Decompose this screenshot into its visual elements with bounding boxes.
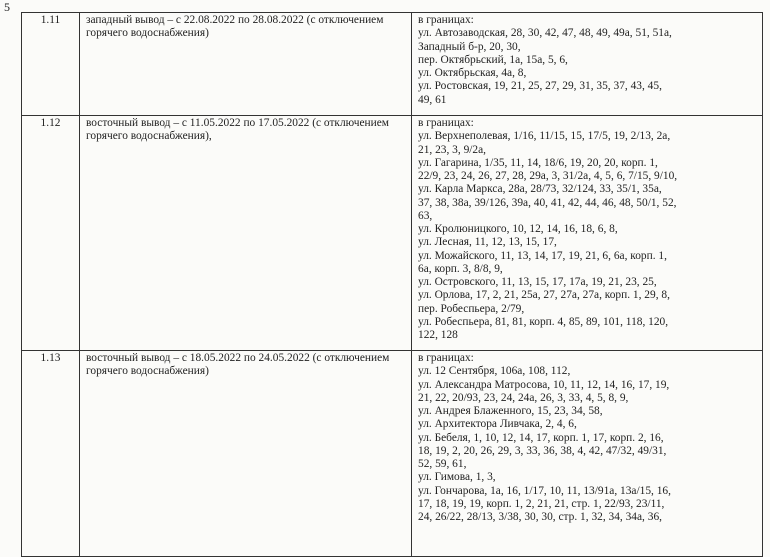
street-line: ул. Октябрьская, 4а, 8, xyxy=(418,67,527,79)
street-line: 22/9, 23, 24, 26, 27, 28, 29а, 3, 31/2а, 4, 5, 6, 7/15, 9/10, xyxy=(418,170,678,182)
street-line: 18, 19, 2, 20, 26, 29, 3, 33, 36, 38, 4, 42, 47/32, 49/31, xyxy=(418,444,667,457)
table-row xyxy=(22,116,763,351)
street-line: 6а, корп. 3, 8/8, 9, xyxy=(418,262,503,275)
street-line: ул. Кролюницкого, 10, 12, 14, 16, 18, 6, 8, xyxy=(418,223,618,235)
street-line: ул. Островского, 11, 13, 15, 17, 17а, 19, 21, 23, 25, xyxy=(418,276,657,288)
row-number: 1.11 xyxy=(22,13,80,116)
street-line: ул. Карла Маркса, 28а, 28/73, 32/124, 33, 35/1, 35а, xyxy=(418,183,662,196)
street-line: 37, 38, 38а, 39/126, 39а, 40, 41, 42, 44, 46, 48, 50/1, 52, xyxy=(418,196,677,209)
street-line: 52, 59, 61, xyxy=(418,458,467,470)
street-line: Западный б-р, 20, 30, xyxy=(418,40,521,53)
street-line: 24, 26/22, 28/13, 3/38, 30, 30, стр. 1, 32, 34, 34а, 36, xyxy=(418,511,662,523)
outage-description: восточный вывод – с 11.05.2022 по 17.05.2022 (с отключением горячего водоснабжения), xyxy=(80,116,412,351)
row-number: 1.12 xyxy=(22,116,80,351)
street-line: ул. Робеспьера, 81, 81, корп. 4, 85, 89, 101, 118, 120, xyxy=(418,315,669,328)
street-line: 21, 22, 20/93, 23, 24, 24а, 26, 3, 33, 4, 5, 8, 9, xyxy=(418,391,629,404)
street-line: ул. Александра Матросова, 10, 11, 12, 14, 16, 17, 19, xyxy=(418,378,670,391)
street-line: пер. Октябрьский, 1а, 15а, 5, 6, xyxy=(418,53,568,66)
street-line: ул. Можайского, 11, 13, 14, 17, 19, 21, 6, 6а, корп. 1, xyxy=(418,249,667,262)
outage-description: западный вывод – с 22.08.2022 по 28.08.2022 (с отключением горячего водоснабжения) xyxy=(80,13,412,116)
street-list xyxy=(412,13,763,116)
street-list xyxy=(412,116,763,351)
street-line: ул. Бебеля, 1, 10, 12, 14, 17, корп. 1, 17, корп. 2, 16, xyxy=(418,431,664,444)
street-line: ул. Верхнеполевая, 1/16, 11/15, 15, 17/5, 19, 2/13, 2а, xyxy=(418,130,671,143)
outage-schedule-table xyxy=(21,12,763,557)
street-line: ул. Гагарина, 1/35, 11, 14, 18/6, 19, 20, 20, корп. 1, xyxy=(418,156,658,169)
street-line: пер. Робеспьера, 2/79, xyxy=(418,302,525,315)
street-line: ул. Андрея Блаженного, 15, 23, 34, 58, xyxy=(418,405,603,417)
street-line: 21, 23, 3, 9/2а, xyxy=(418,143,487,156)
street-line: в границах: xyxy=(418,14,474,26)
street-line: ул. Автозаводская, 28, 30, 42, 47, 48, 49, 49а, 51, 51а, xyxy=(418,27,672,40)
row-number: 1.13 xyxy=(22,351,80,557)
street-line: ул. Лесная, 11, 12, 13, 15, 17, xyxy=(418,236,557,249)
street-line: ул. Гимова, 1, 3, xyxy=(418,471,496,484)
outage-description: восточный вывод – с 18.05.2022 по 24.05.2022 (с отключением горячего водоснабжения) xyxy=(80,351,412,557)
street-line: ул. Архитектора Ливчака, 2, 4, 6, xyxy=(418,418,577,431)
page-number: 5 xyxy=(4,0,10,14)
street-line: 17, 18, 19, 19, корп. 1, 2, 21, 21, стр. 1, 22/93, 23/11, xyxy=(418,497,665,510)
table-row xyxy=(22,13,763,116)
street-line: 49, 61 xyxy=(418,93,447,106)
street-line: 63, xyxy=(418,209,433,222)
street-line: в границах: xyxy=(418,352,474,364)
street-line: ул. Гончарова, 1а, 16, 1/17, 10, 11, 13/91а, 13а/15, 16, xyxy=(418,484,671,497)
table-row xyxy=(22,351,763,557)
street-line: ул. Орлова, 17, 2, 21, 25а, 27, 27а, 27а, корп. 1, 29, 8, xyxy=(418,289,670,302)
street-line: ул. 12 Сентября, 106а, 108, 112, xyxy=(418,365,571,378)
street-list xyxy=(412,351,763,557)
street-line: ул. Ростовская, 19, 21, 25, 27, 29, 31, 35, 37, 43, 45, xyxy=(418,80,662,93)
street-line: в границах: xyxy=(418,117,474,129)
street-line: 122, 128 xyxy=(418,329,458,341)
